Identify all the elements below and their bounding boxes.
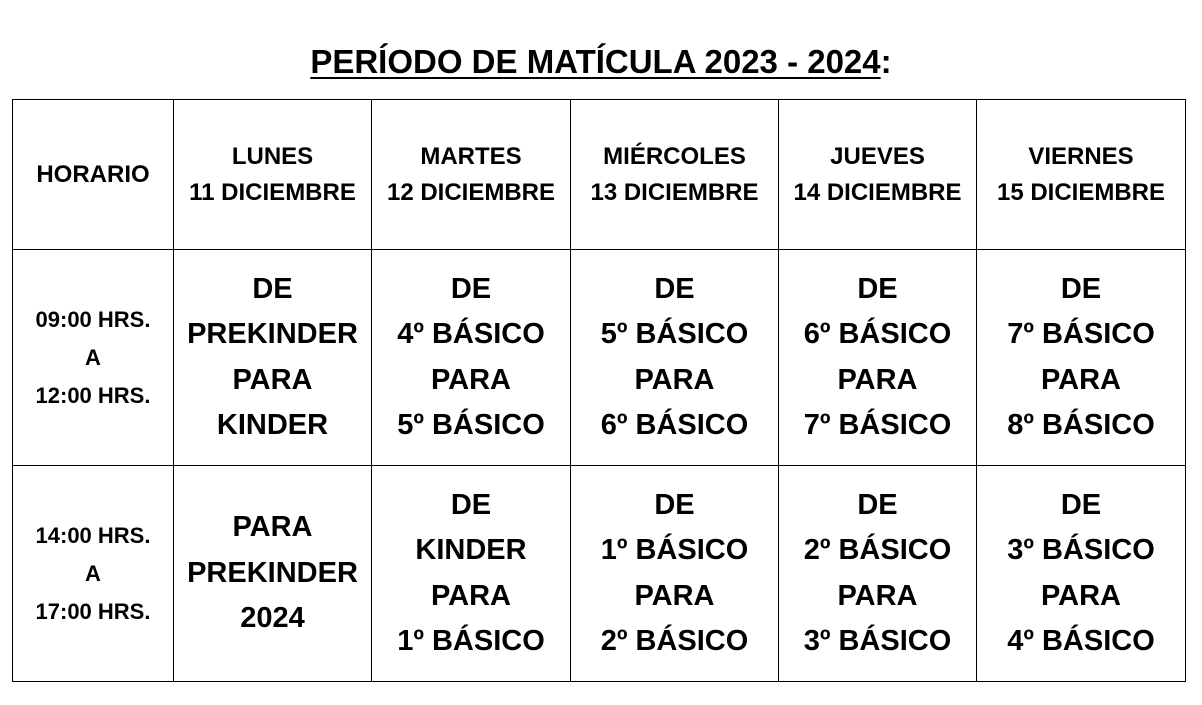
grade-line: DE xyxy=(857,272,898,305)
time-start: 14:00 HRS. xyxy=(35,522,151,548)
header-horario xyxy=(13,100,174,250)
page-title xyxy=(0,40,1202,84)
grade-line: KINDER xyxy=(216,409,329,441)
grade-line: PARA xyxy=(1040,579,1122,612)
grade-line: PARA xyxy=(1040,363,1122,396)
time-cell-morning xyxy=(13,250,174,466)
day-name: LUNES xyxy=(231,142,314,170)
grade-line: KINDER xyxy=(415,534,527,566)
grade-line: PREKINDER xyxy=(187,556,358,589)
grade-line: PREKINDER xyxy=(187,318,358,350)
grade-line: 2º BÁSICO xyxy=(803,534,952,566)
title-colon: : xyxy=(880,43,892,80)
header-day-miercoles xyxy=(571,100,779,250)
grade-line: PARA xyxy=(634,579,715,612)
grade-line: 7º BÁSICO xyxy=(803,409,952,441)
time-start: 09:00 HRS. xyxy=(35,306,151,332)
grade-cell-afternoon-lunes xyxy=(174,466,372,682)
grade-cell-afternoon-martes xyxy=(372,466,571,682)
grade-line: 3º BÁSICO xyxy=(803,625,952,657)
grade-line: 1º BÁSICO xyxy=(397,625,545,657)
grade-line: 7º BÁSICO xyxy=(1007,318,1155,350)
grade-line: 5º BÁSICO xyxy=(397,409,545,441)
day-name: MIÉRCOLES xyxy=(603,142,746,170)
grade-line: PARA xyxy=(232,363,313,396)
grade-cell-morning-jueves xyxy=(779,250,977,466)
day-name: JUEVES xyxy=(830,142,925,170)
morning-row xyxy=(13,250,1186,466)
grade-line: DE xyxy=(1060,272,1102,305)
day-date: 13 DICIEMBRE xyxy=(590,178,759,206)
grade-line: PARA xyxy=(430,363,512,396)
grade-line: 3º BÁSICO xyxy=(1007,534,1155,566)
grade-line: 1º BÁSICO xyxy=(600,534,749,566)
day-name: MARTES xyxy=(420,142,522,170)
grade-line: 6º BÁSICO xyxy=(803,318,952,350)
grade-line: 6º BÁSICO xyxy=(600,409,749,441)
grade-line: DE xyxy=(450,488,492,521)
header-horario-label: HORARIO xyxy=(36,160,150,188)
header-row xyxy=(13,100,1186,250)
grade-line: DE xyxy=(1060,488,1102,521)
time-end: 17:00 HRS. xyxy=(35,598,151,624)
grade-line: 8º BÁSICO xyxy=(1007,409,1155,441)
day-date: 12 DICIEMBRE xyxy=(386,178,556,206)
header-day-martes xyxy=(372,100,571,250)
header-day-jueves xyxy=(779,100,977,250)
grade-cell-afternoon-miercoles xyxy=(571,466,779,682)
day-date: 15 DICIEMBRE xyxy=(996,178,1166,206)
header-day-viernes xyxy=(977,100,1186,250)
day-name: VIERNES xyxy=(1028,142,1134,170)
grade-cell-morning-miercoles xyxy=(571,250,779,466)
grade-line: PARA xyxy=(634,363,715,396)
grade-line: DE xyxy=(654,272,695,305)
grade-cell-afternoon-jueves xyxy=(779,466,977,682)
header-day-lunes xyxy=(174,100,372,250)
grade-line: DE xyxy=(450,272,492,305)
grade-line: DE xyxy=(654,488,695,521)
grade-line: 4º BÁSICO xyxy=(397,318,545,350)
time-end: 12:00 HRS. xyxy=(35,382,151,408)
grade-line: PARA xyxy=(232,511,313,544)
time-cell-afternoon xyxy=(13,466,174,682)
grade-line: DE xyxy=(252,272,293,305)
grade-line: 5º BÁSICO xyxy=(600,318,749,350)
time-separator: A xyxy=(85,344,101,370)
grade-cell-morning-martes xyxy=(372,250,571,466)
grade-line: 2º BÁSICO xyxy=(600,625,749,657)
grade-line: 4º BÁSICO xyxy=(1007,625,1155,657)
day-date: 11 DICIEMBRE xyxy=(189,178,356,206)
grade-line: DE xyxy=(857,488,898,521)
grade-line: 2024 xyxy=(240,602,305,635)
afternoon-row xyxy=(13,466,1186,682)
title-text: PERÍODO DE MATÍCULA 2023 - 2024 xyxy=(310,43,881,80)
grade-cell-afternoon-viernes xyxy=(977,466,1186,682)
grade-cell-morning-viernes xyxy=(977,250,1186,466)
grade-line: PARA xyxy=(837,579,918,612)
day-date: 14 DICIEMBRE xyxy=(793,178,962,206)
time-separator: A xyxy=(85,560,101,586)
enrollment-schedule-table xyxy=(12,99,1186,682)
grade-line: PARA xyxy=(430,579,512,612)
grade-line: PARA xyxy=(837,363,918,396)
grade-cell-morning-lunes xyxy=(174,250,372,466)
